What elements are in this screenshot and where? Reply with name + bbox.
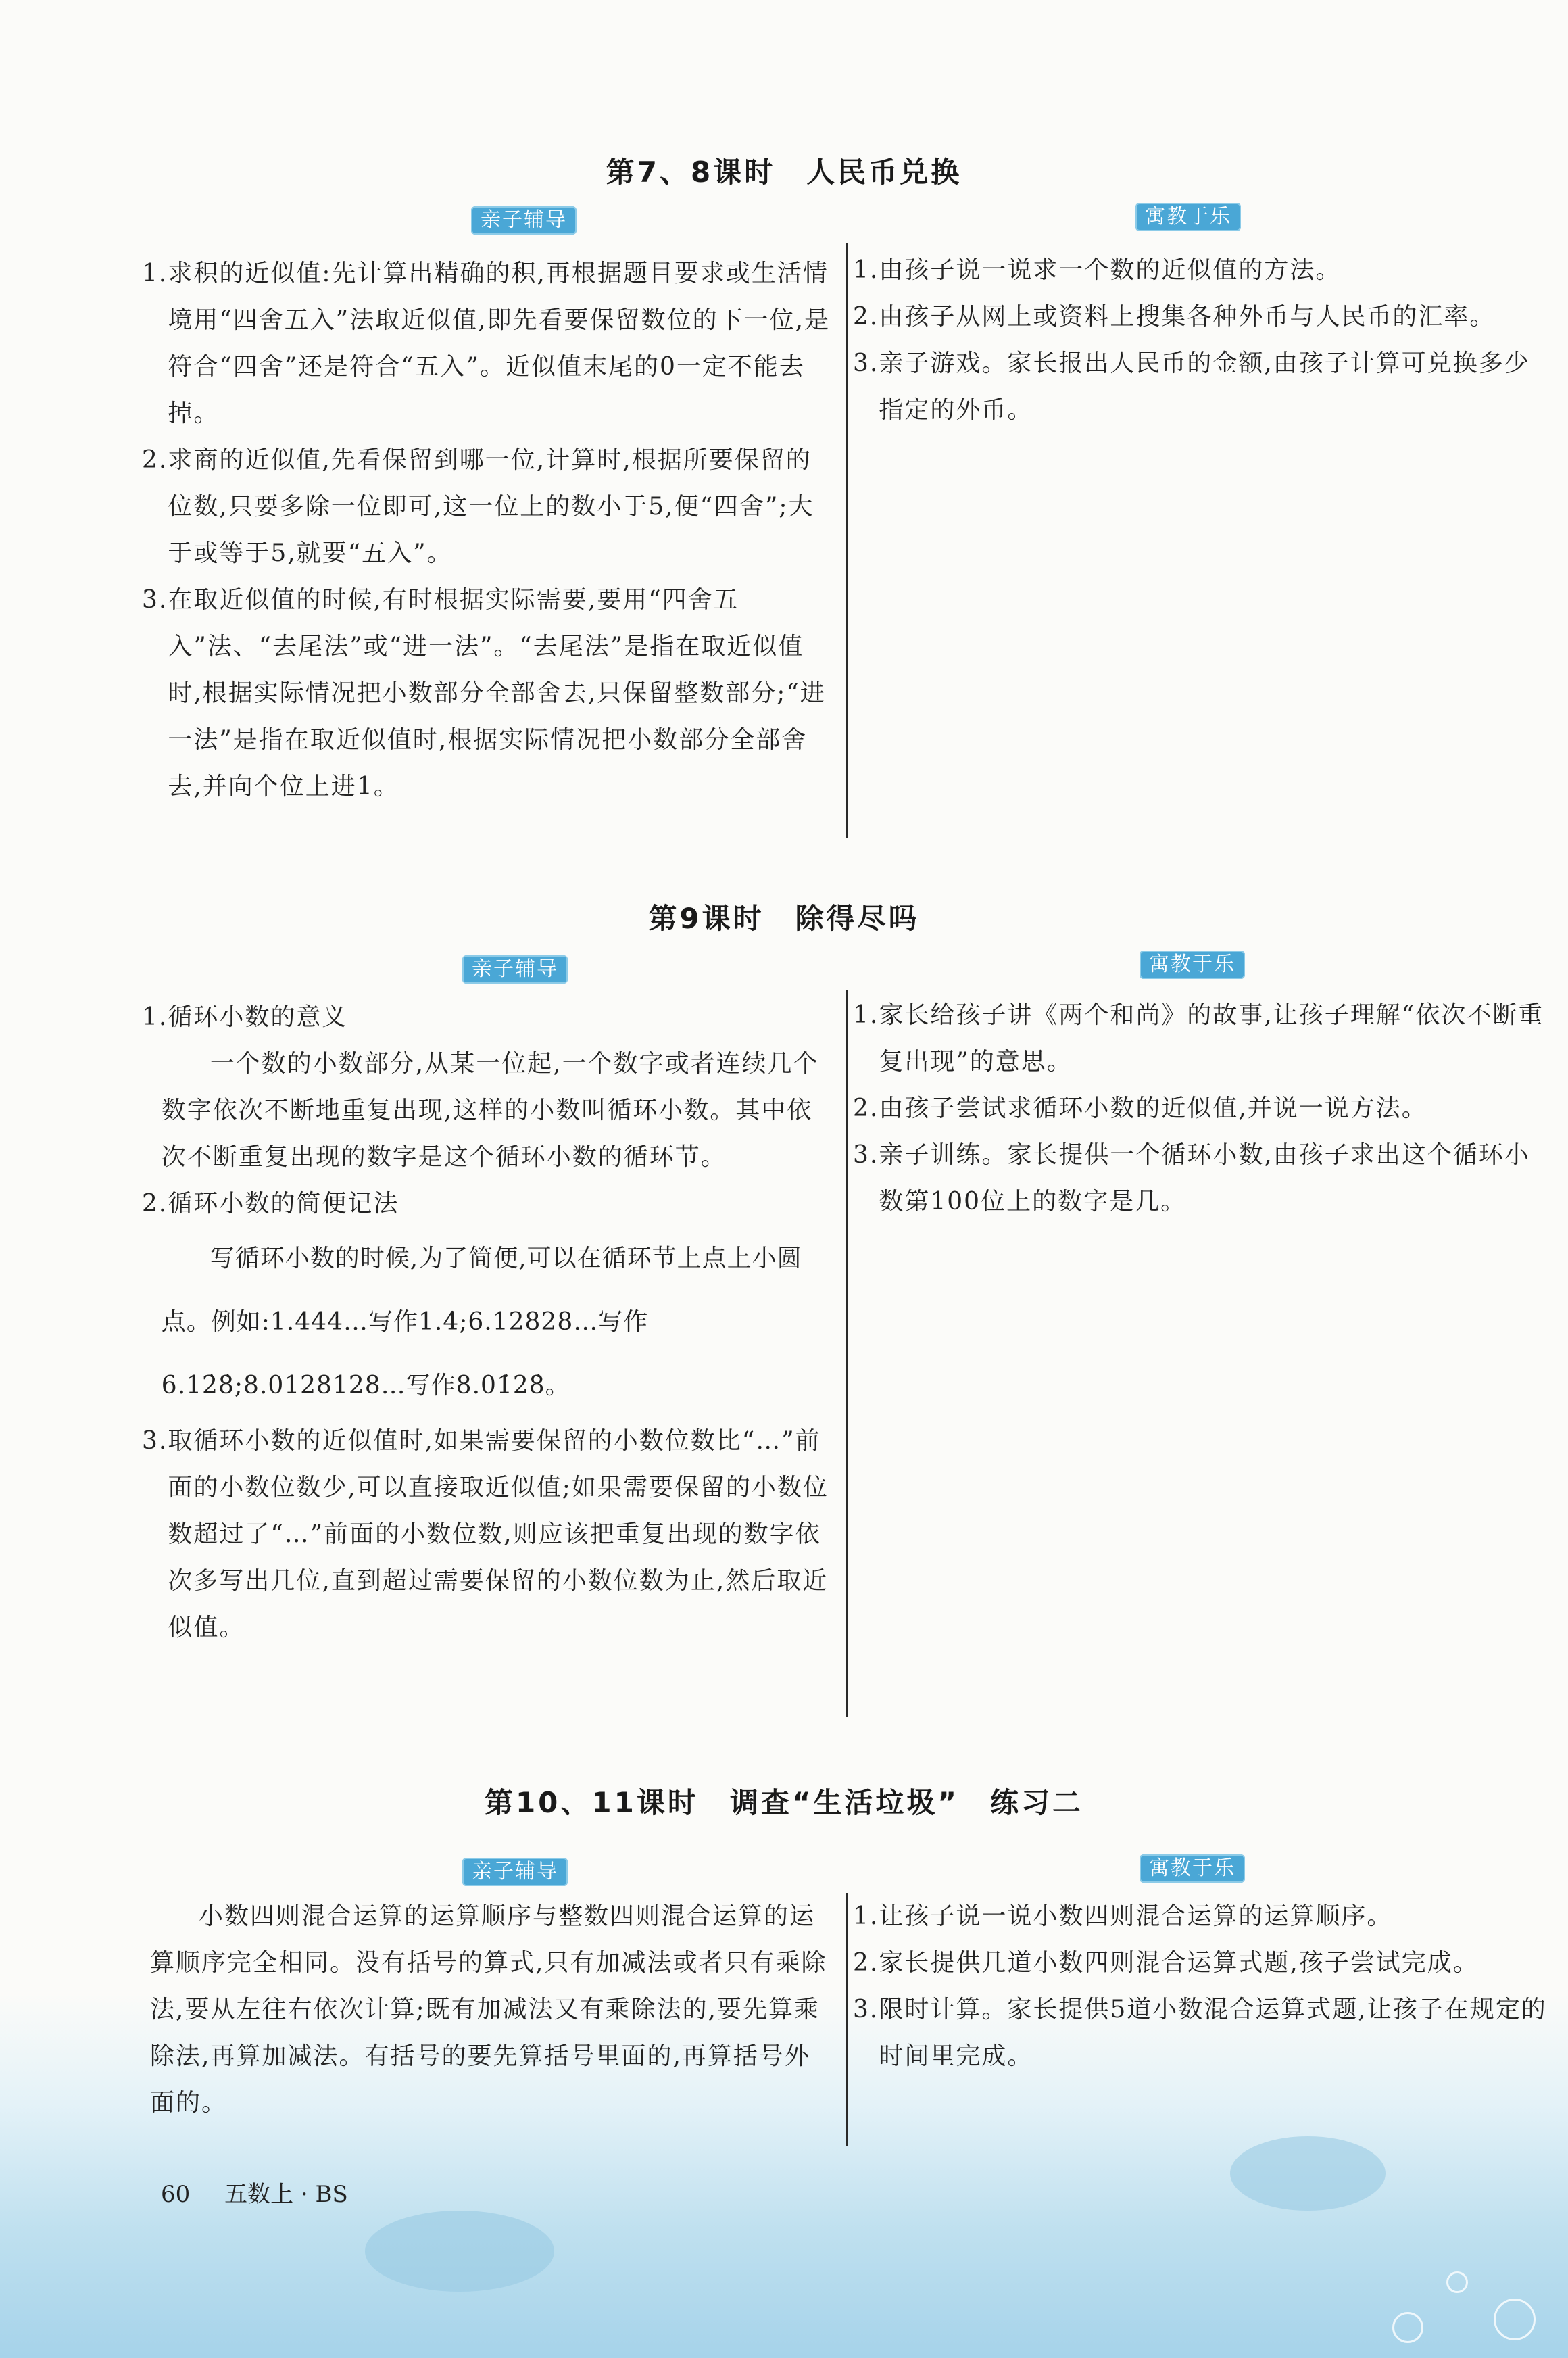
fish-illustration: [365, 2211, 554, 2292]
parent-guidance-badge: 亲子辅导: [471, 206, 577, 235]
column-divider: [846, 990, 848, 1717]
parent-guidance-column: [150, 1893, 833, 2126]
list-item: 2. 由孩子尝试求循环小数的近似值,并说一说方法。: [853, 1094, 1427, 1122]
column-divider: [846, 243, 848, 838]
parent-guidance-column: [142, 994, 831, 1651]
parent-guidance-badge: 亲子辅导: [462, 1858, 568, 1886]
bubble-decoration: [1392, 2312, 1423, 2343]
section-title: 第9课时 除得尽吗: [648, 902, 920, 935]
parent-guidance-column: [142, 250, 831, 810]
page-footer: [161, 2175, 375, 2209]
list-item: 1. 家长给孩子讲《两个和尚》的故事,让孩子理解“依次不断重复出现”的意思。: [853, 1001, 1544, 1076]
column-divider: [846, 1893, 848, 2146]
list-item: 3. 取循环小数的近似值时,如果需要保留的小数位数比“…”前面的小数位数少,可以直接取近似值;如果需要保留的小数位数超过了“…”前面的小数位数,则应该把重复出现的数字依次多写出几位,直到超过需要保留的小数位数为止,然后取近似值。: [142, 1427, 829, 1641]
list-item: 3. 限时计算。家长提供5道小数混合运算式题,让孩子在规定的时间里完成。: [853, 1996, 1547, 2070]
fun-learning-badge: 寓教于乐: [1140, 951, 1245, 979]
list-item: 2. 求商的近似值,先看保留到哪一位,计算时,根据所要保留的位数,只要多除一位即可,这一位上的数小于5,便“四舍”;大于或等于5,就要“五入”。: [142, 446, 814, 567]
page-number: 60: [161, 2181, 191, 2208]
list-item: 2. 循环小数的简便记法: [142, 1190, 399, 1218]
list-item: 3. 亲子训练。家长提供一个循环小数,由孩子求出这个循环小数第100位上的数字是几。: [853, 1141, 1530, 1216]
list-item: 2. 由孩子从网上或资料上搜集各种外币与人民币的汇率。: [853, 303, 1496, 331]
list-item: 1. 循环小数的意义: [142, 1003, 348, 1031]
section-title: 第7、8课时 人民币兑换: [606, 155, 962, 189]
list-item: 1. 求积的近似值:先计算出精确的积,再根据题目要求或生活情境用“四舍五入”法取近似值,即先看要保留数位的下一位,是符合“四舍”还是符合“五入”。近似值末尾的0一定不能去掉。: [142, 260, 831, 427]
fun-learning-column: [853, 1893, 1549, 2079]
fun-learning-badge: 寓教于乐: [1140, 1854, 1245, 1883]
book-label: 五数上 · BS: [224, 2181, 348, 2208]
paragraph: 写循环小数的时候,为了简便,可以在循环节上点上小圆点。例如:1.444…写作1.4̇;6.12828…写作6.12̇8̇;8.0128128…写作8.01̇28̇。: [161, 1245, 802, 1399]
parent-guidance-badge: 亲子辅导: [462, 955, 568, 984]
fish-illustration: [1230, 2136, 1386, 2211]
bubble-decoration: [1446, 2271, 1468, 2293]
fun-learning-column: [853, 992, 1549, 1225]
paragraph: 一个数的小数部分,从某一位起,一个数字或者连续几个数字依次不断地重复出现,这样的小数叫循环小数。其中依次不断重复出现的数字是这个循环小数的循环节。: [161, 1050, 819, 1171]
bubble-decoration: [1494, 2299, 1536, 2340]
list-item: 1. 让孩子说一说小数四则混合运算的运算顺序。: [853, 1902, 1393, 1930]
list-item: 3. 在取近似值的时候,有时根据实际需要,要用“四舍五入”法、“去尾法”或“进一法”。“去尾法”是指在取近似值时,根据实际情况把小数部分全部舍去,只保留整数部分;“进一法”是指在取近似值时,根据实际情况把小数部分全部舍去,并向个位上进1。: [142, 586, 826, 800]
list-item: 1. 由孩子说一说求一个数的近似值的方法。: [853, 256, 1342, 284]
fun-learning-badge: 寓教于乐: [1135, 203, 1241, 231]
section-title: 第10、11课时 调查“生活垃圾” 练习二: [484, 1786, 1084, 1819]
list-item: 2. 家长提供几道小数四则混合运算式题,孩子尝试完成。: [853, 1949, 1479, 1977]
fun-learning-column: [853, 247, 1549, 433]
paragraph: 小数四则混合运算的运算顺序与整数四则混合运算的运算顺序完全相同。没有括号的算式,只有加减法或者只有乘除法,要从左往右依次计算;既有加减法又有乘除法的,要先算乘除法,再算加减法。有括号的要先算括号里面的,再算括号外面的。: [150, 1902, 827, 2117]
list-item: 3. 亲子游戏。家长报出人民币的金额,由孩子计算可兑换多少指定的外币。: [853, 350, 1530, 424]
